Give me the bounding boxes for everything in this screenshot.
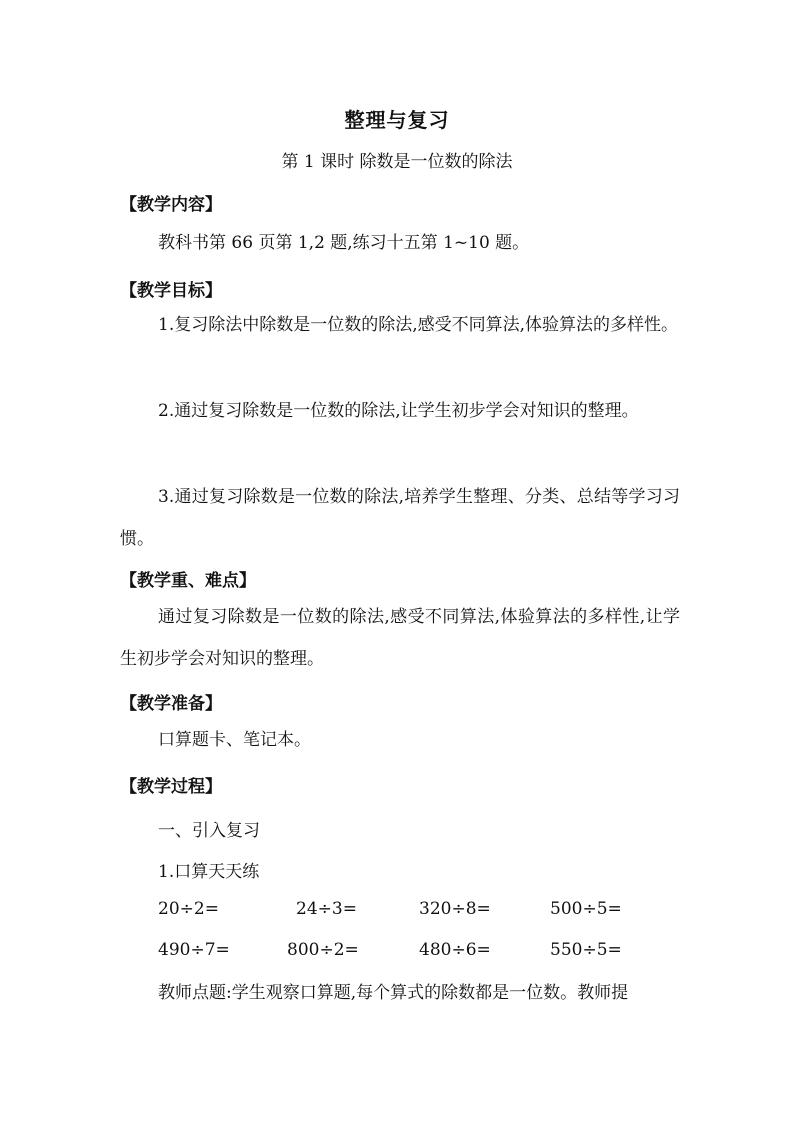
calc-item: 320÷8=: [419, 899, 491, 919]
calc-item: 550÷5=: [550, 940, 622, 960]
heading-keypoints: 【教学重、难点】: [120, 571, 256, 591]
heading-prep: 【教学准备】: [120, 694, 222, 714]
process-step-1-1: 1.口算天天练: [158, 862, 260, 882]
keypoints-text: 通过复习除数是一位数的除法,感受不同算法,体验算法的多样性,让学生初步学会对知识的整理。: [120, 607, 680, 669]
calc-item: 800÷2=: [287, 940, 359, 960]
content-text: 教科书第 66 页第 1,2 题,练习十五第 1~10 题。: [158, 233, 530, 253]
process-step-1: 一、引入复习: [158, 821, 260, 841]
calc-item: 500÷5=: [550, 899, 622, 919]
page-title: 整理与复习: [344, 108, 450, 132]
heading-content: 【教学内容】: [120, 195, 222, 215]
calc-item: 20÷2=: [158, 899, 219, 919]
heading-process: 【教学过程】: [120, 777, 222, 797]
goal-item-3: 3.通过复习除数是一位数的除法,培养学生整理、分类、总结等学习习惯。: [120, 487, 680, 549]
goal-item-2: 2.通过复习除数是一位数的除法,让学生初步学会对知识的整理。: [158, 401, 639, 421]
prep-text: 口算题卡、笔记本。: [158, 730, 311, 750]
heading-goals: 【教学目标】: [120, 281, 222, 301]
page-subtitle: 第 1 课时 除数是一位数的除法: [281, 152, 513, 172]
teacher-note-text: 教师点题:学生观察口算题,每个算式的除数都是一位数。教师提: [158, 983, 629, 1003]
calc-item: 24÷3=: [296, 899, 357, 919]
calc-item: 480÷6=: [419, 940, 491, 960]
goal-item-1: 1.复习除法中除数是一位数的除法,感受不同算法,体验算法的多样性。: [158, 315, 679, 335]
calc-item: 490÷7=: [158, 940, 230, 960]
